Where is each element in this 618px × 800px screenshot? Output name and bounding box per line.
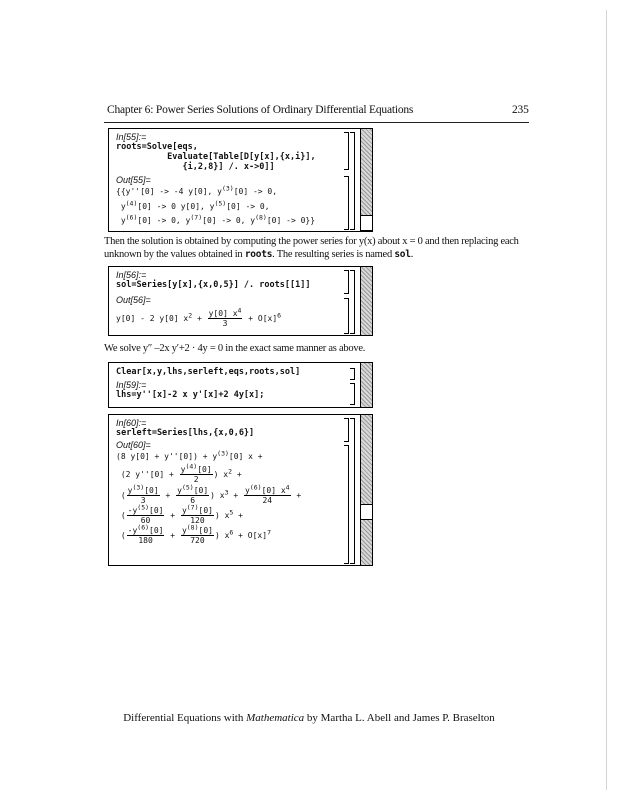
input-line[interactable]: {i,2,8}] /. x->0]]	[116, 162, 275, 172]
cell-bracket[interactable]	[350, 270, 355, 334]
vertical-scrollbar[interactable]	[360, 129, 372, 231]
output-line: ( $\frac{y^{(3)}[0]}{3}$ + $\frac{y^{(5)}[0]}{6}$ ) $x^3$ + $\frac{y^{(6)}[0] x^4}{24}$ +	[116, 482, 302, 505]
output-line: ( $\frac{-y^{(5)}[0]}{60}$ + $\frac{y^{(7)}[0]}{120}$ ) $x^5$ +	[116, 502, 243, 525]
paragraph-2: We solve y″ –2x y′+2 · 4y = 0 in the exact same manner as above.	[104, 343, 366, 354]
notebook-cell-60	[108, 414, 373, 566]
cell-bracket[interactable]	[350, 418, 355, 564]
output-line: (8 $y[0] + y''[0]) + y^{(3)}[0] x$ +	[116, 449, 263, 461]
scrollbar-thumb[interactable]	[361, 215, 372, 231]
input-line[interactable]: roots=Solve[eqs,	[116, 142, 198, 152]
output-line: (2 y''[0] + $\frac{y^{(4)}[0]}{2}$ ) $x^2$ +	[116, 461, 242, 484]
header-rule	[104, 122, 529, 123]
cell-bracket[interactable]	[344, 445, 349, 564]
clear-command[interactable]: Clear[x,y,lhs,serleft,eqs,roots,sol]	[116, 367, 301, 377]
in-label-56: In[56]:=	[116, 270, 147, 280]
output-line: ( $\frac{-y^{(6)}[0]}{180}$ + $\frac{y^{(8)}[0]}{720}$ ) $x^6 + O[x]^7$	[116, 522, 271, 545]
cell-bracket[interactable]	[350, 132, 355, 230]
vertical-scrollbar[interactable]	[360, 415, 372, 565]
notebook-cell-55	[108, 128, 373, 232]
in-label-60: In[60]:=	[116, 418, 147, 428]
notebook-cell-59	[108, 362, 373, 408]
cell-bracket[interactable]	[344, 176, 349, 230]
cell-bracket[interactable]	[350, 368, 355, 380]
out-label-55: Out[55]=	[116, 175, 151, 185]
notebook-cell-56	[108, 266, 373, 336]
page-number: 235	[512, 104, 529, 116]
paragraph-1: Then the solution is obtained by computing the power series for y(x) about x = 0 and then replacing each unknown by the values obtained in roots. The resulting series is named sol.	[104, 236, 519, 260]
page-footer: Differential Equations with Mathematica by Martha L. Abell and James P. Braselton	[123, 712, 495, 724]
input-line[interactable]: sol=Series[y[x],{x,0,5}] /. roots[[1]]	[116, 280, 311, 290]
cell-bracket[interactable]	[344, 298, 349, 334]
input-line[interactable]: Evaluate[Table[D[y[x],{x,i}],	[116, 152, 316, 162]
out-label-56: Out[56]=	[116, 295, 151, 305]
cell-bracket[interactable]	[344, 418, 349, 442]
cell-bracket[interactable]	[344, 132, 349, 170]
output-line: {{y''[0] -> -4 y[0], $y^{(3)}[0] -> 0$,	[116, 184, 278, 196]
cell-bracket[interactable]	[350, 383, 355, 405]
cell-bracket[interactable]	[344, 270, 349, 294]
input-line[interactable]: lhs=y''[x]-2 x y'[x]+2 4y[x];	[116, 390, 265, 400]
output-line: y[0] - 2 y[0] $x^2$ + $\frac{y[0] x^4}{3}$ + $O[x]^6$	[116, 306, 282, 328]
in-label-55: In[55]:=	[116, 132, 147, 142]
scrollbar-thumb[interactable]	[361, 504, 372, 520]
vertical-scrollbar[interactable]	[360, 363, 372, 407]
page-edge-rule	[606, 10, 607, 790]
input-line[interactable]: serleft=Series[lhs,{x,0,6}]	[116, 428, 255, 438]
in-label-59: In[59]:=	[116, 380, 147, 390]
output-line: $y^{(6)}[0] -> 0$, $y^{(7)}[0] -> 0$, $y^{(8)}[0] -> 0$}}	[116, 213, 316, 225]
chapter-title: Chapter 6: Power Series Solutions of Ordinary Differential Equations	[107, 104, 414, 116]
output-line: $y^{(4)}[0] -> 0$ y[0], $y^{(5)}[0] -> 0$,	[116, 198, 270, 211]
vertical-scrollbar[interactable]	[360, 267, 372, 335]
out-label-60: Out[60]=	[116, 440, 151, 450]
